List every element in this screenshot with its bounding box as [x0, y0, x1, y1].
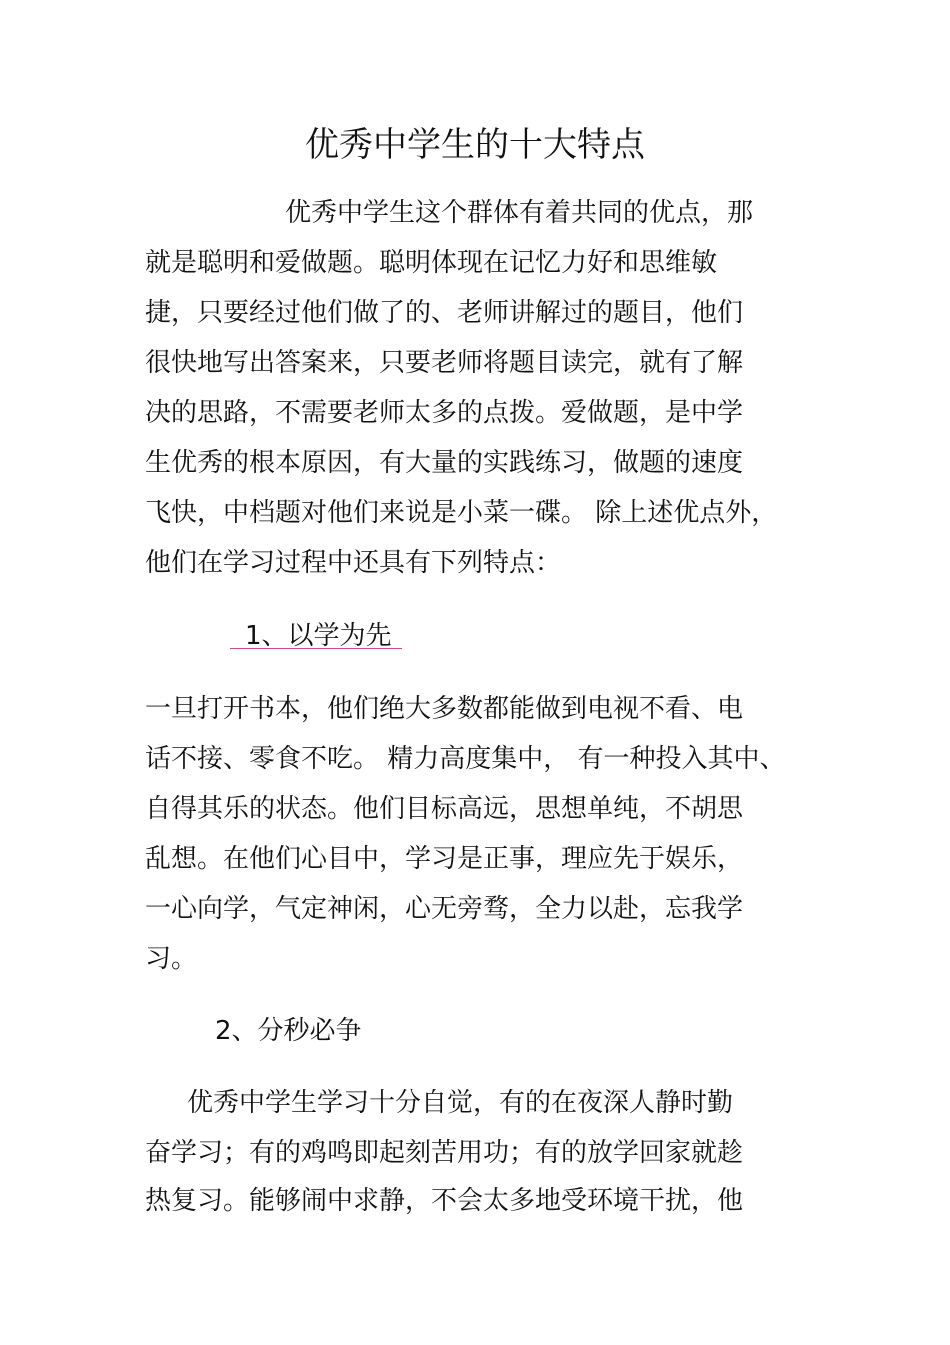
- section1-line: 话不接、零食不吃。 精力高度集中， 有一种投入其中、: [145, 744, 786, 774]
- intro-line: 优秀中学生这个群体有着共同的优点，那: [285, 198, 754, 228]
- section2-line: 奋学习；有的鸡鸣即起刻苦用功；有的放学回家就趁: [145, 1138, 744, 1168]
- heading-underline: [230, 648, 402, 649]
- intro-line: 捷，只要经过他们做了的、老师讲解过的题目，他们: [145, 298, 744, 328]
- intro-line: 就是聪明和爱做题。聪明体现在记忆力好和思维敏: [145, 248, 718, 278]
- intro-line: 飞快，中档题对他们来说是小菜一碟。 除上述优点外，: [145, 498, 778, 528]
- section-heading-1: 1、以学为先: [245, 621, 392, 651]
- intro-line: 很快地写出答案来，只要老师将题目读完，就有了解: [145, 348, 744, 378]
- intro-line: 生优秀的根本原因，有大量的实践练习，做题的速度: [145, 448, 744, 478]
- section-heading-2: 2、分秒必争: [215, 1016, 362, 1046]
- section2-line: 优秀中学生学习十分自觉，有的在夜深人静时勤: [187, 1088, 734, 1118]
- section1-line: 自得其乐的状态。他们目标高远，思想单纯，不胡思: [145, 794, 744, 824]
- section1-line: 乱想。在他们心目中，学习是正事，理应先于娱乐，: [145, 844, 744, 874]
- document-title: 优秀中学生的十大特点: [305, 125, 645, 165]
- intro-line: 决的思路，不需要老师太多的点拨。爱做题，是中学: [145, 398, 744, 428]
- section1-line: 一心向学，气定神闲，心无旁骛，全力以赴，忘我学: [145, 894, 744, 924]
- intro-line: 他们在学习过程中还具有下列特点：: [145, 548, 562, 578]
- section1-line: 一旦打开书本，他们绝大多数都能做到电视不看、电: [145, 694, 744, 724]
- section1-line: 习。: [145, 944, 198, 974]
- section2-line: 热复习。能够闹中求静，不会太多地受环境干扰，他: [145, 1186, 744, 1216]
